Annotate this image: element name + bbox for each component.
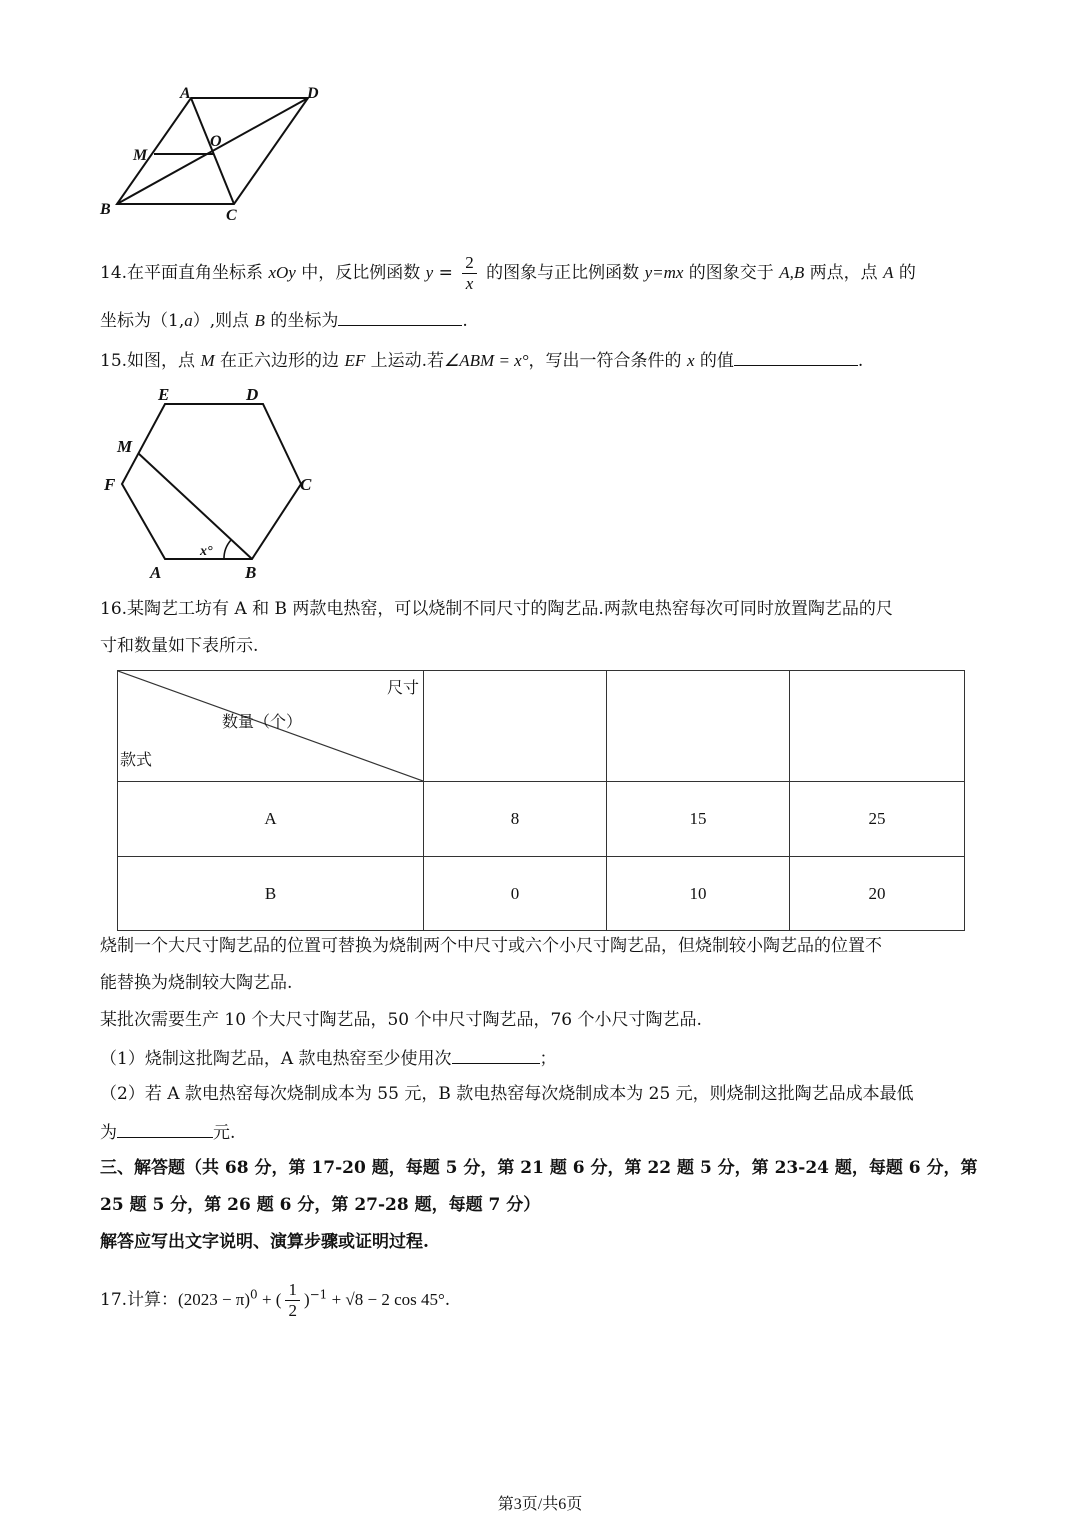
q16-sub1-blank[interactable] <box>452 1045 540 1064</box>
table-header-row <box>118 671 965 782</box>
q16-sub2-blank[interactable] <box>117 1119 213 1138</box>
q16-sub2-line2: 为 元. <box>100 1119 235 1145</box>
label-b: B <box>245 563 257 582</box>
row-style: B <box>118 857 424 931</box>
label-c: C <box>300 475 312 494</box>
section3-line2: 25 题 5 分，第 26 题 6 分，第 27-28 题，每题 7 分） <box>100 1195 541 1215</box>
label-d: D <box>307 85 319 102</box>
parallelogram-figure <box>95 80 335 230</box>
header-col-3 <box>790 671 965 782</box>
row-value: 0 <box>424 857 607 931</box>
table-diagonal-header <box>118 671 424 782</box>
q16-sub2: （2）若 A 款电热窑每次烧制成本为 55 元，B 款电热窑每次烧制成本为 25 元，则烧制这批陶艺品成本最低 <box>100 1084 914 1104</box>
header-style: 款式 <box>120 750 153 769</box>
q16-sub1: （1）烧制这批陶艺品，A 款电热窑至少使用次 ； <box>100 1045 557 1071</box>
label-a: A <box>180 85 191 102</box>
row-style: A <box>118 782 424 857</box>
header-col-2 <box>607 671 790 782</box>
row-value: 10 <box>607 857 790 931</box>
angle-arc <box>224 540 231 559</box>
header-col-1 <box>424 671 607 782</box>
section3-instruction: 解答应写出文字说明、演算步骤或证明过程. <box>100 1232 429 1252</box>
kiln-table <box>117 670 965 931</box>
q16-line2: 寸和数量如下表所示. <box>100 636 259 656</box>
table-row <box>118 782 965 857</box>
row-value: 15 <box>607 782 790 857</box>
label-e: E <box>158 385 170 404</box>
label-a: A <box>150 563 162 582</box>
q16-line1: 16.某陶艺工坊有 A 和 B 两款电热窑，可以烧制不同尺寸的陶艺品.两款电热窑每次可同时放置陶艺品的尺 <box>100 599 893 619</box>
row-value: 20 <box>790 857 965 931</box>
label-m: M <box>117 437 133 456</box>
q17-fraction: $\frac{1}{2}$ <box>285 1280 300 1321</box>
label-b: B <box>100 201 111 218</box>
page-footer: 第3页/共6页 <box>497 1496 583 1513</box>
label-m: M <box>133 147 148 164</box>
label-c: C <box>226 207 237 224</box>
header-qty: 数量（个） <box>222 712 303 731</box>
label-angle: x° <box>200 544 213 559</box>
section3-line1: 三、解答题（共 68 分，第 17-20 题，每题 5 分，第 21 题 6 分，第 22 题 5 分，第 23-24 题，每题 6 分，第 <box>100 1158 978 1178</box>
label-d: D <box>246 385 259 404</box>
label-o: O <box>210 133 222 150</box>
diagonal-ac <box>191 98 234 204</box>
header-size: 尺寸 <box>386 678 419 697</box>
q16-after2: 能替换为烧制较大陶艺品. <box>100 973 293 993</box>
hexagon-outline <box>122 404 301 559</box>
table-row <box>118 857 965 931</box>
q16-batch: 某批次需要生产 10 个大尺寸陶艺品，50 个中尺寸陶艺品，76 个小尺寸陶艺品. <box>100 1010 702 1030</box>
q15-answer-blank[interactable] <box>734 347 858 366</box>
hexagon-figure <box>95 380 335 585</box>
row-value: 25 <box>790 782 965 857</box>
q17-line: 17.计算：$(2023 - \pi)^0$ + ( $\frac{1}{2}$ )$^{-1}$ + √8 − 2 cos 45°. <box>100 1280 451 1320</box>
label-f: F <box>104 475 116 494</box>
q16-after1: 烧制一个大尺寸陶艺品的位置可替换为烧制两个中尺寸或六个小尺寸陶艺品，但烧制较小陶艺品的位置不 <box>100 936 882 956</box>
q14-line1: 14.在平面直角坐标系 xOy 中，反比例函数 y = $\frac{2}{x}$ 的图象与正比例函数 y=mx 的图象交于 A,B 两点，点 A 的 <box>100 253 916 293</box>
q14-line2: 坐标为（1,a）,则点 B 的坐标为 . <box>100 307 468 333</box>
q15-line: 15.如图，点 M 在正六边形的边 EF 上运动.若∠ABM = x°，写出一符合条件的 x 的值 . <box>100 347 863 373</box>
q14-answer-blank[interactable] <box>338 307 462 326</box>
row-value: 8 <box>424 782 607 857</box>
q14-fraction: $\frac{2}{x}$ <box>462 253 477 294</box>
